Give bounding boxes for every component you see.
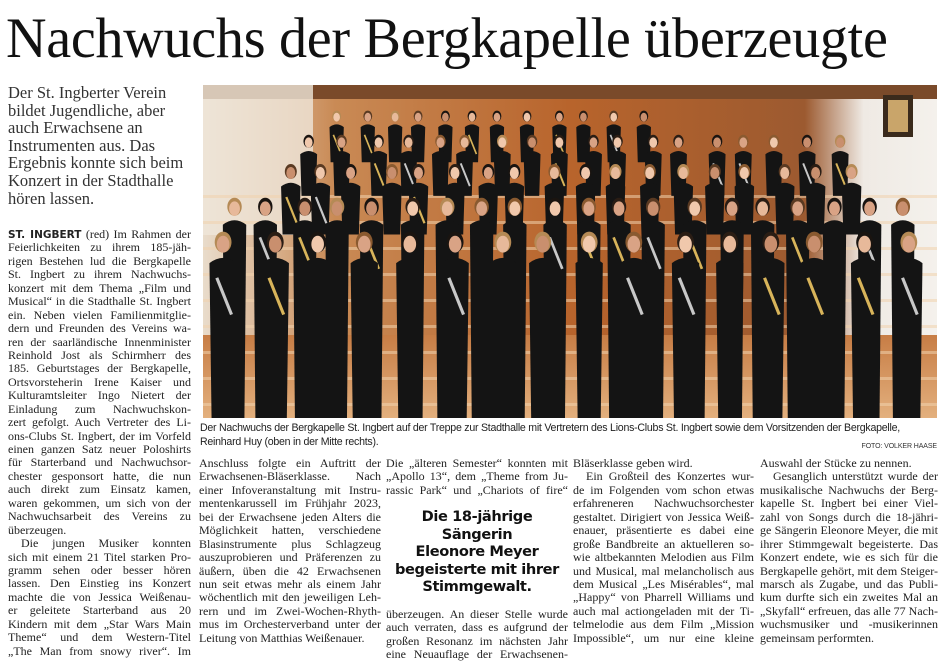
- text-line: er geleitete Starterband aus 20: [8, 604, 191, 618]
- text-line: Blasinstrumente plus Schlagzeug: [199, 537, 381, 551]
- group-photo-image: [203, 85, 937, 418]
- intro-line: Der St. Ingberter Verein: [8, 83, 167, 102]
- text-line: erfahreneren Nachwuchsorchester: [573, 497, 754, 511]
- text-line: Auswahl der Stücke zu nennen.: [760, 457, 912, 470]
- text-line: auszuprobieren und Präferenzen zu: [199, 551, 381, 565]
- pull-quote-line: Die 18-jährige Sängerin: [421, 508, 533, 543]
- text-line: telmelodie aus dem Film „Mission: [573, 618, 754, 632]
- text-line: Die „älteren Semester“ konnten mit: [386, 457, 568, 470]
- text-line: ge Sängerin Eleonore Meyer, die mit: [760, 524, 938, 538]
- pull-quote-line: Eleonore Meyer: [415, 543, 539, 561]
- text-line: Bergkapelle gehört, mit dem Steiger-: [760, 564, 938, 578]
- text-line: kum durfte sich ein zweites Mal an: [760, 591, 938, 605]
- text-line: enauer, präsentierte es dabei eine: [573, 524, 754, 538]
- text-line: musikalische Nachwuchs der Berg-: [760, 483, 938, 497]
- text-line: Ortsvorsteherin Irene Kaiser und: [8, 375, 191, 389]
- text-line: Kindern mit dem „Star Wars Main: [8, 617, 191, 631]
- text-line: äußern, üben die 42 Erwachsenen: [199, 564, 381, 578]
- text-line: auch direkt zum Einsatz kamen,: [8, 483, 191, 497]
- text-line: Nachwuchsarbeit des Vereins zu: [8, 510, 191, 524]
- text-line: Impossible“, um nur eine kleine: [573, 631, 754, 645]
- text-line: überzeugen.: [8, 523, 67, 537]
- text-line: einen ganzen Satz neuer Poloshirts: [8, 443, 191, 456]
- text-line: 185. Geburtstages der Bergkapelle,: [8, 362, 191, 376]
- text-line: ons-Clubs St. Ingbert, der im Vorfeld: [8, 429, 191, 443]
- text-line: Anschluss folgte ein Auftritt der: [199, 457, 381, 470]
- text-line: Bläserklasse geben wird.: [573, 457, 693, 470]
- article-column-5: [760, 457, 938, 645]
- text-line: mus im Orchesterverband unter der: [199, 618, 381, 632]
- text-line: „Apollo 13“, dem „Theme from Ju-: [386, 470, 568, 484]
- text-line: großen Resonanz im nächsten Jahr: [386, 634, 568, 648]
- intro-line: hören lassen.: [8, 188, 95, 208]
- intro-line: Konzert in der Stadthalle: [8, 170, 174, 190]
- text-line: chester gesponsort hatte, die nun: [8, 469, 191, 483]
- text-line: marsch als Zugabe, und das Publi-: [760, 577, 938, 591]
- intro-line: bildet Jugendliche, aber: [8, 100, 166, 120]
- article-column-1: [8, 228, 191, 658]
- text-line: und Musical, mal melancholisch aus: [573, 564, 754, 578]
- article-column-2: [199, 457, 381, 645]
- text-line: überzeugen. An dieser Stelle wurde: [386, 607, 568, 621]
- text-line: ren der saarländische Innenminister: [8, 335, 191, 349]
- text-line: gramm sehen oder besser hören: [8, 563, 191, 577]
- text-line: gemeinsam performten.: [760, 631, 874, 645]
- text-line: rern und im Zwei-Wochen-Rhyth-: [199, 604, 381, 618]
- caption-line: Der Nachwuchs der Bergkapelle St. Ingbert auf der Treppe zur Stadthalle mit Vertretern des Lions-Clubs St. Ingbert sowie dem Vorsitzenden der Bergkapelle,: [200, 422, 900, 434]
- text-line-rest: (red) Im Rahmen der: [85, 228, 191, 241]
- text-line: Einladung zum Nachwuchskon-: [8, 402, 191, 416]
- text-line: wie altbekannten Melodien aus Film: [573, 551, 754, 565]
- text-line: St. Ingbert zu ihrem Nachwuchs-: [8, 268, 191, 282]
- text-line: wöchentlich mit den jeweiligen Leh-: [199, 591, 381, 605]
- intro-line: Ergebnis konnte sich beim: [8, 153, 184, 173]
- text-line: sich mit einem 21 Titel starken Pro-: [8, 550, 191, 564]
- text-line: dem Musical „Les Misérables“, mal: [573, 577, 754, 591]
- text-line: eine Neuauflage der Erwachsenen-: [386, 648, 568, 662]
- article-column-4: [573, 457, 754, 645]
- text-line: konzert mit dem Thema „Film und: [8, 281, 191, 295]
- text-line: „Skyfall“ erfreuen, das alle 77 Nach-: [760, 604, 938, 618]
- text-line: mentenkarussell im Frühjahr 2023,: [199, 497, 381, 511]
- text-line: bei der Erwachsene jeden Alters die: [199, 510, 381, 524]
- text-line: machte die von Jessica Weißenau-: [8, 590, 191, 604]
- text-line: Kulturamtsleiter Ingo Nietert der: [8, 389, 191, 403]
- text-line: Möglichkeit hatten, verschiedene: [199, 524, 381, 538]
- headline: Nachwuchs der Bergkapelle überzeugte: [6, 7, 888, 70]
- text-line: rassic Park“ und „Chariots of fire“: [386, 483, 568, 497]
- text-line: kapelle St. Ingbert bei einer Viel-: [760, 497, 938, 511]
- text-line: ihrer Stimmgewalt begeisterte. Das: [760, 537, 938, 551]
- text-line: zert gefolgt. Auch Vertreter des Li-: [8, 416, 191, 430]
- text-line: Feierlichkeiten zu ihrem 185-jäh-: [8, 241, 191, 255]
- text-line: wuchsmusiker und -musikerinnen: [760, 618, 938, 632]
- text-line: [8, 228, 191, 241]
- text-line: de im Folgenden vom schon etwas: [573, 483, 754, 497]
- text-line: Theme“ und dem Western-Titel: [8, 631, 191, 645]
- text-line: Reinhold Jost als Schirmherr des: [8, 348, 191, 362]
- text-line: große Bandbreite an aktuelleren so-: [573, 537, 754, 551]
- text-line: Musical“ in die Stadthalle St. Ingbert: [8, 295, 191, 309]
- pull-quote-line: Stimmgewalt.: [422, 578, 532, 596]
- text-line: Gesanglich unterstützt wurde der: [773, 470, 938, 484]
- text-line: einer Infoveranstaltung mit Instru-: [199, 483, 381, 497]
- caption-line: Reinhard Huy (oben in der Mitte rechts).: [200, 436, 379, 448]
- text-line: ein. Neben vielen Familienmitglie-: [8, 308, 191, 322]
- text-line: für Starterband und Nachwuchsor-: [8, 456, 191, 470]
- intro-line: auch Erwachsene an: [8, 118, 143, 138]
- text-line: auch mal actiongeladen mit der Ti-: [573, 604, 754, 618]
- text-line: nun seit etwas mehr als einem Jahr: [199, 577, 381, 591]
- text-line: „Happy“ von Pharrell Williams und: [573, 591, 754, 605]
- text-line: rigen Bestehen lud die Bergkapelle: [8, 254, 191, 268]
- group-photo: [203, 85, 937, 418]
- text-line: lassen. Den Einstieg ins Konzert: [8, 577, 191, 591]
- dateline: ST. INGBERT: [8, 229, 82, 241]
- text-line: Konzert endete, wie es sich für die: [760, 551, 938, 565]
- text-line: Ein Großteil des Konzertes wur-: [586, 470, 754, 484]
- article-column-3: [386, 457, 568, 662]
- text-line: gestaltet. Dirigiert von Jessica Weiß-: [573, 510, 754, 524]
- pull-quote: [386, 508, 568, 596]
- intro-teaser: [8, 84, 198, 207]
- text-line: Die jungen Musiker konnten: [21, 537, 191, 551]
- text-line: „The Man from snowy river“. Im: [8, 644, 191, 658]
- intro-line: Instrumenten aus. Das: [8, 135, 156, 155]
- photo-caption: [200, 421, 937, 449]
- text-line: Leitung von Matthias Weißenauer.: [199, 631, 365, 645]
- text-line: waren gekommen, um sich von der: [8, 496, 191, 510]
- text-line: auch verraten, dass es aufgrund der: [386, 621, 568, 635]
- text-line: zahl von Songs durch die 18-jähri-: [760, 510, 938, 524]
- pull-quote-line: begeisterte mit ihrer: [395, 560, 559, 578]
- photo-credit: FOTO: VOLKER HAASE: [861, 443, 937, 450]
- text-line: Erwachsenen-Bläserklasse. Nach: [199, 470, 381, 484]
- text-line: dern und Freunden des Vereins wa-: [8, 322, 191, 336]
